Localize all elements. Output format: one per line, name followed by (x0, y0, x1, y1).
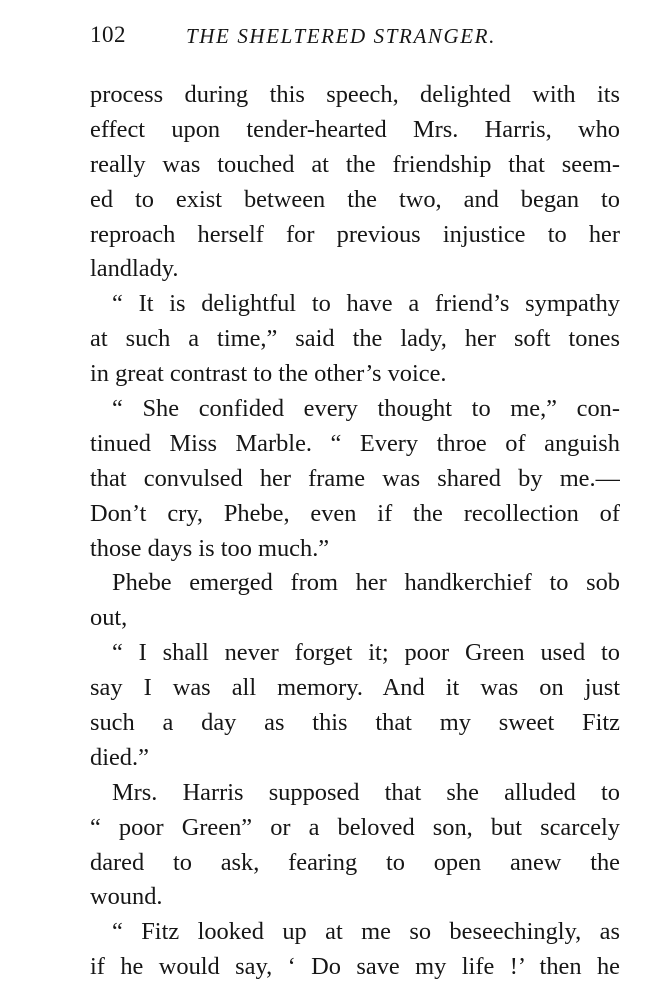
text-line: effect upon tender-hearted Mrs. Harris, who (90, 115, 620, 143)
text-line: Phebe emerged from her handkerchief to sob (112, 569, 620, 597)
text-line: such a day as this that my sweet Fitz (90, 709, 620, 737)
text-line: at such a time,” said the lady, her soft tones (90, 325, 620, 353)
body-text (90, 78, 620, 985)
text-line: those days is too much.” (90, 534, 330, 562)
text-line: that convulsed her frame was shared by me.— (90, 464, 620, 492)
text-line: died.” (90, 743, 149, 771)
text-line: dared to ask, fearing to open anew the (90, 848, 620, 876)
text-line: “ She confided every thought to me,” con- (112, 395, 620, 423)
text-line: process during this speech, delighted with its (90, 81, 620, 108)
text-line: ed to exist between the two, and began to (90, 185, 620, 213)
page-number: 102 (90, 22, 126, 47)
text-line: Don’t cry, Phebe, even if the recollection of (90, 499, 620, 527)
text-line: “ Fitz looked up at me so beseechingly, as (112, 918, 620, 946)
text-line: really was touched at the friendship that seem- (90, 150, 620, 178)
text-line: Mrs. Harris supposed that she alluded to (112, 778, 620, 806)
text-line: say I was all memory. And it was on just (90, 674, 620, 702)
text-line: if he would say, ‘ Do save my life !’ then he (90, 953, 620, 981)
text-line: wound. (90, 883, 163, 911)
text-line: out, (90, 604, 128, 632)
text-line: tinued Miss Marble. “ Every throe of anguish (90, 429, 620, 457)
text-line: “ I shall never forget it; poor Green used to (112, 639, 620, 667)
text-line: “ It is delightful to have a friend’s sympathy (112, 290, 620, 318)
text-line: “ poor Green” or a beloved son, but scarcely (90, 813, 620, 841)
text-line: reproach herself for previous injustice to her (90, 220, 620, 248)
text-line: in great contrast to the other’s voice. (90, 360, 447, 388)
running-title: THE SHELTERED STRANGER. (186, 24, 496, 48)
running-head (90, 22, 622, 54)
text-line: landlady. (90, 255, 179, 283)
